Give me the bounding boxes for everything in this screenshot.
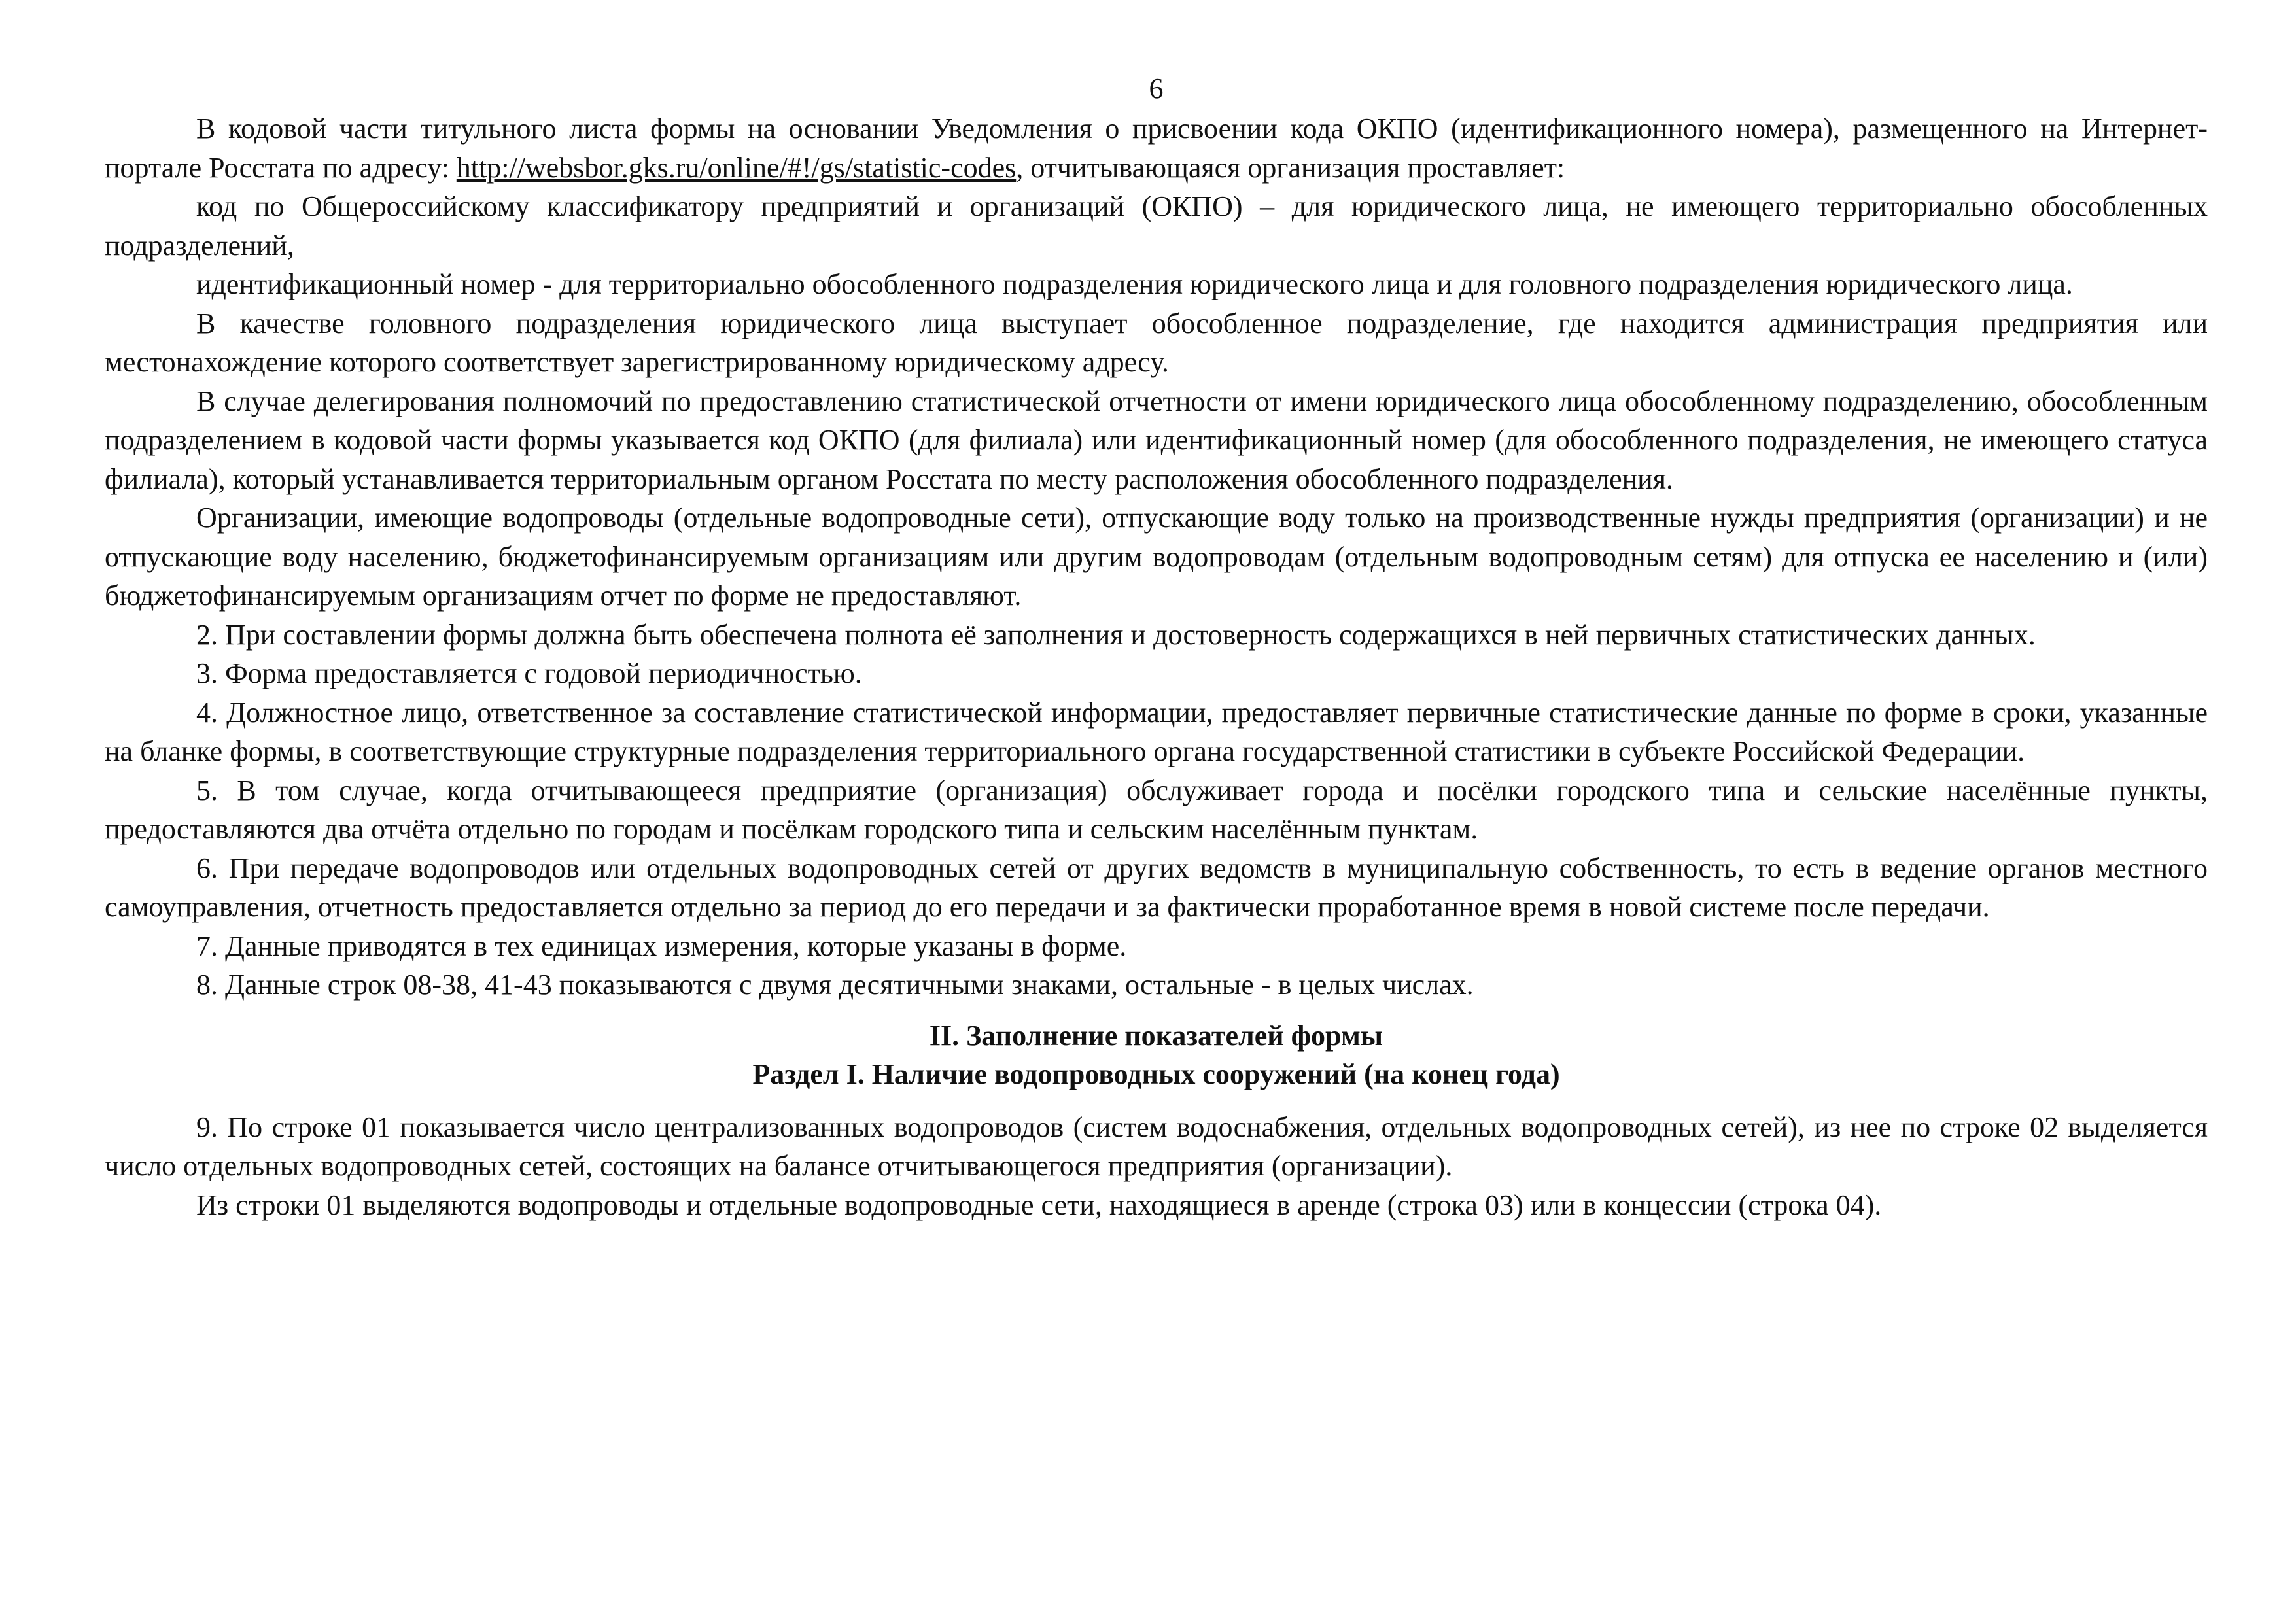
paragraph-identification-number: идентификационный номер - для территориально обособленного подразделения юридического лица и для головного подразделения юридического лица. (196, 268, 2073, 300)
intro-paragraph (105, 109, 2208, 187)
paragraph-item-2: 2. При составлении формы должна быть обеспечена полнота её заполнения и достоверность содержащихся в ней первичных статистических данных. (196, 618, 2036, 651)
paragraph-lease-concession: Из строки 01 выделяются водопроводы и отдельные водопроводные сети, находящиеся в аренде (строка 03) или в концессии (строка 04). (196, 1188, 1882, 1221)
intro-text-before-link: В кодовой части титульного листа формы на основании Уведомления о присвоении кода ОКПО (идентификационного номера), размещенного на Интернет-портале Росстата по адресу: (105, 112, 2208, 184)
paragraph-item-4: 4. Должностное лицо, ответственное за составление статистической информации, предоставляет первичные статистические данные по форме в сроки, указанные на бланке формы, в соответствующие структурные подразделения территориального органа государственной статистики в субъекте Российской Федерации. (105, 696, 2208, 767)
paragraph-item-8: 8. Данные строк 08-38, 41-43 показываются с двумя десятичными знаками, остальные - в целых числах. (196, 969, 1474, 1001)
paragraph-delegation: В случае делегирования полномочий по предоставлению статистической отчетности от имени юридического лица обособленному подразделению, обособленным подразделением в кодовой части формы указывается код ОКПО (для филиала) или идентификационный номер (для обособленного подразделения, не имеющего статуса филиала), который устанавливается территориальным органом Росстата по месту расположения обособленного подразделения. (105, 385, 2208, 495)
paragraph-head-division: В качестве головного подразделения юридического лица выступает обособленное подразделение, где находится администрация предприятия или местонахождение которого соответствует зарегистрированному юридическому адресу. (105, 307, 2208, 378)
page-number: 6 (1149, 73, 1164, 105)
paragraph-item-5: 5. В том случае, когда отчитывающееся предприятие (организация) обслуживает города и посёлки городского типа и сельские населённые пункты, предоставляются два отчёта отдельно по городам и посёлкам городского типа и сельским населённым пунктам. (105, 774, 2208, 845)
statistic-codes-link[interactable]: http://websbor.gks.ru/online/#!/gs/statistic-codes (456, 151, 1017, 184)
paragraph-exempt-organizations: Организации, имеющие водопроводы (отдельные водопроводные сети), отпускающие воду только на производственные нужды предприятия (организации) и не отпускающие воду населению, бюджетофинансируемым организациям или другим водопроводам (отдельным водопроводным сетям) для отпуска ее населению и (или) бюджетофинансируемым организациям отчет по форме не предоставляют. (105, 502, 2208, 612)
paragraph-okpo-code: код по Общероссийскому классификатору предприятий и организаций (ОКПО) – для юридического лица, не имеющего территориально обособленных подразделений, (105, 190, 2208, 262)
paragraph-item-6: 6. При передаче водопроводов или отдельных водопроводных сетей от других ведомств в муниципальную собственность, то есть в ведение органов местного самоуправления, отчетность предоставляется отдельно за период до его передачи и за фактически проработанное время в новой системе после передачи. (105, 852, 2208, 923)
document-page (105, 69, 2208, 1224)
subsection-heading: Раздел I. Наличие водопроводных сооружений (на конец года) (752, 1058, 1560, 1090)
paragraph-item-9: 9. По строке 01 показывается число централизованных водопроводов (систем водоснабжения, отдельных водопроводных сетей), из нее по строке 02 выделяется число отдельных водопроводных сетей, состоящих на балансе отчитывающегося предприятия (организации). (105, 1111, 2208, 1182)
paragraph-item-7: 7. Данные приводятся в тех единицах измерения, которые указаны в форме. (196, 929, 1127, 962)
intro-text-after-link: , отчитывающаяся организация проставляет: (1016, 151, 1565, 184)
paragraph-item-3: 3. Форма предоставляется с годовой периодичностью. (196, 657, 862, 689)
section-heading: II. Заполнение показателей формы (929, 1019, 1383, 1052)
